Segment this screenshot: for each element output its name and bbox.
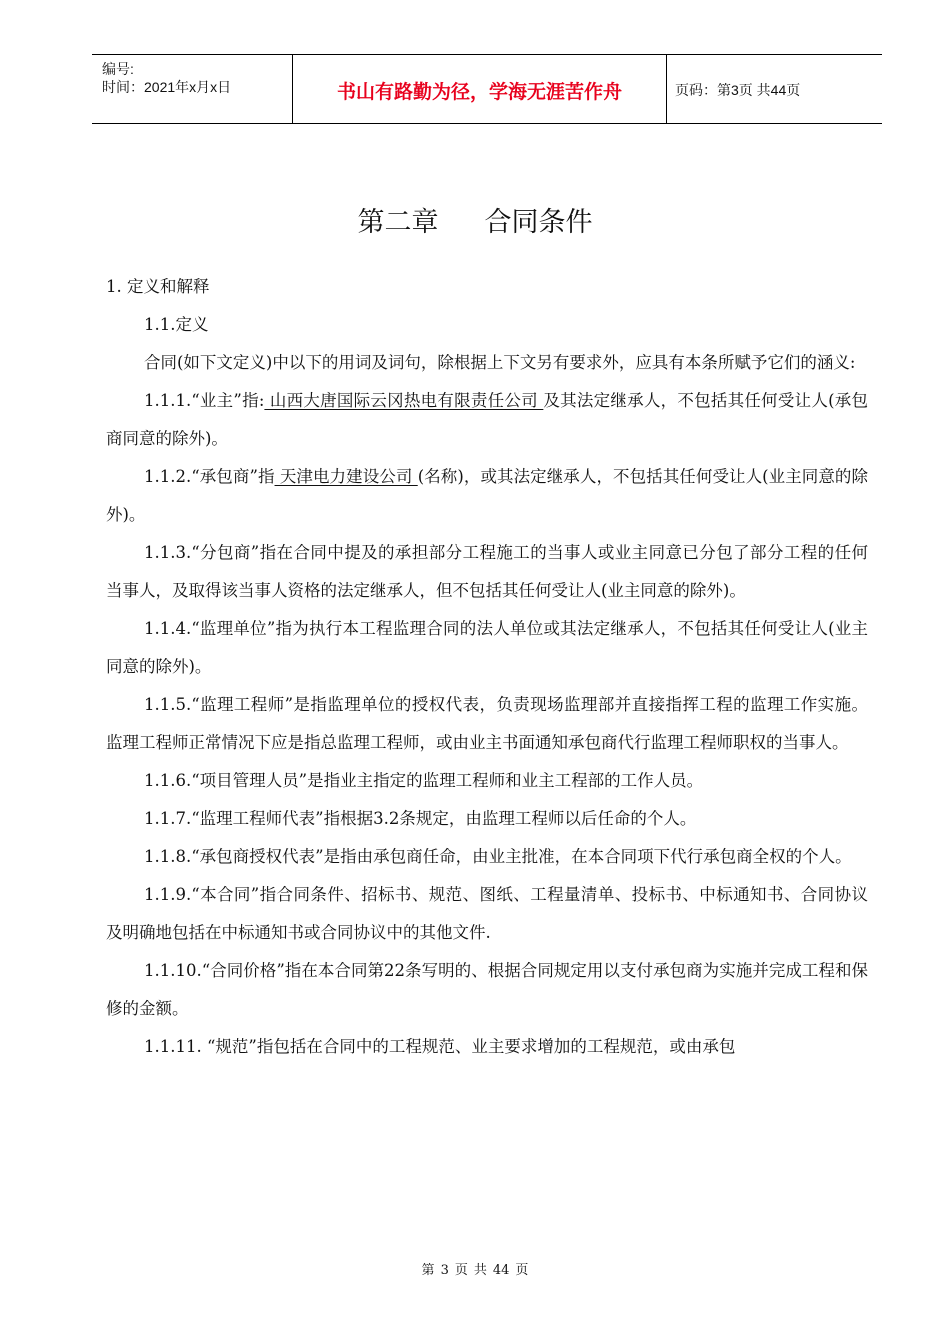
footer-text: 第 xyxy=(421,1263,435,1278)
chapter-name: 合同条件 xyxy=(484,207,593,238)
footer-text: 共 xyxy=(473,1263,487,1278)
owner-name: 山西大唐国际云冈热电有限责任公司 xyxy=(264,391,544,410)
contractor-name: 天津电力建设公司 xyxy=(274,467,418,486)
section-heading: 1. 定义和解释 xyxy=(106,277,210,296)
clause-1-1-8: 1.1.8.“承包商授权代表”是指由承包商任命，由业主批准，在本合同项下代行承包商全权的个人。 xyxy=(144,847,852,866)
header-left-cell xyxy=(92,55,293,123)
footer-text: 页 xyxy=(454,1263,468,1278)
clause-1-1-5: 1.1.5.“监理工程师”是指监理单位的授权代表，负责现场监理部并直接指挥工程的监理工作实施。监理工程师正常情况下应是指总监理工程师，或由业主书面通知承包商代行监理工程师职权的当事人。 xyxy=(106,695,868,752)
header-motto: 书山有路勤为径，学海无涯苦作舟 xyxy=(336,81,622,103)
clause-1-1-2 xyxy=(106,458,868,534)
chapter-title xyxy=(0,200,950,239)
intro-paragraph: 合同(如下文定义)中以下的用词及词句，除根据上下文另有要求外，应具有本条所赋予它们的涵义: xyxy=(144,353,856,372)
footer-text: 页 xyxy=(515,1263,529,1278)
number-label: 编号: xyxy=(102,61,134,77)
clause-text: 1.1.2.“承包商”指 xyxy=(144,467,275,486)
header-page-info: 页码：第3页 共44页 xyxy=(675,82,801,98)
chapter-number: 第二章 xyxy=(357,207,439,238)
document-body xyxy=(106,268,868,1066)
clause-1-1-3: 1.1.3.“分包商”指在合同中提及的承担部分工程施工的当事人或业主同意已分包了部分工程的任何当事人，及取得该当事人资格的法定继承人，但不包括其任何受让人(业主同意的除外)。 xyxy=(106,543,868,600)
clause-1-1-4: 1.1.4.“监理单位”指为执行本工程监理合同的法人单位或其法定继承人，不包括其任何受让人(业主同意的除外)。 xyxy=(106,619,868,676)
footer-total-pages: 44 xyxy=(492,1263,510,1278)
clause-text: (名称)，或其法定继承人，不包括其任何受让人(业主同意的除外)。 xyxy=(106,467,869,524)
clause-1-1-6: 1.1.6.“项目管理人员”是指业主指定的监理工程师和业主工程部的工作人员。 xyxy=(144,771,704,790)
clause-text: 及其法定继承人，不包括其任何受让人(承包商同意的除外)。 xyxy=(106,391,868,448)
clause-1-1-1 xyxy=(106,382,868,458)
subsection-heading: 1.1.定义 xyxy=(144,315,209,334)
header-right-cell xyxy=(667,55,882,123)
page-header xyxy=(92,54,882,124)
clause-1-1-9: 1.1.9.“本合同”指合同条件、招标书、规范、图纸、工程量清单、投标书、中标通知书、合同协议及明确地包括在中标通知书或合同协议中的其他文件. xyxy=(106,885,868,942)
clause-1-1-7: 1.1.7.“监理工程师代表”指根据3.2条规定，由监理工程师以后任命的个人。 xyxy=(144,809,697,828)
clause-1-1-10: 1.1.10.“合同价格”指在本合同第22条写明的、根据合同规定用以支付承包商为实施并完成工程和保修的金额。 xyxy=(106,961,868,1018)
header-middle-cell xyxy=(293,55,667,123)
footer-page-number: 3 xyxy=(440,1263,449,1278)
page-footer xyxy=(0,1259,950,1278)
clause-text: 1.1.1.“业主”指: xyxy=(144,391,265,410)
clause-1-1-11: 1.1.11. “规范”指包括在合同中的工程规范、业主要求增加的工程规范，或由承包 xyxy=(144,1037,736,1056)
time-label: 时间：2021年x月x日 xyxy=(102,79,232,95)
